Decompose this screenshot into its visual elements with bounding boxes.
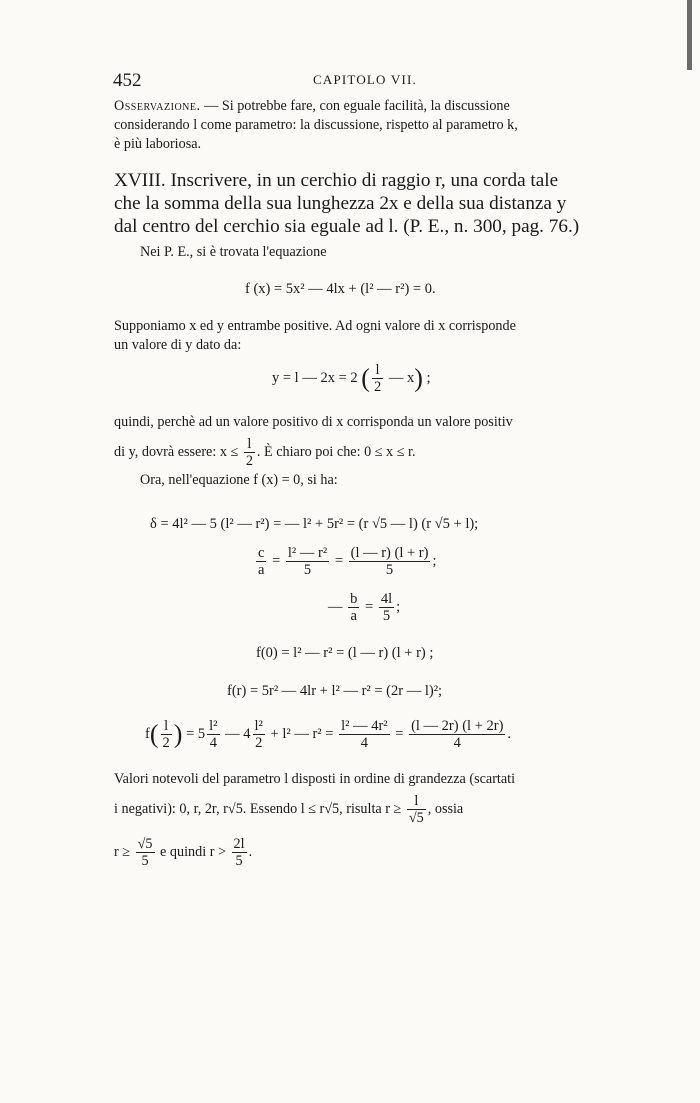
paragraph-valori-line-2b: , ossia <box>427 800 464 817</box>
eq4-mid-num: l² — r² <box>287 545 328 561</box>
paragraph-condition-line-3: Ora, nell'equazione f (x) = 0, si ha: <box>140 472 338 488</box>
eq8-t1-num: l² <box>209 718 218 734</box>
osservazione-line-3: è più laboriosa. <box>114 136 202 152</box>
valori-frac3-num: 2l <box>233 836 245 852</box>
paragraph-valori-line-3c: . <box>248 843 253 860</box>
osservazione-paragraph <box>114 97 624 154</box>
paragraph-valori-line-3a: r ≥ <box>114 843 131 860</box>
eq4-rhs-num: (l — r) (l + r) <box>350 545 429 561</box>
page-number: 452 <box>113 70 142 91</box>
osservazione-line-1: — Si potrebbe fare, con eguale facilità, la discussione <box>200 98 510 114</box>
eq4-lhs-num: c <box>258 545 265 561</box>
eq8-t1: = 5 <box>186 725 206 742</box>
paragraph-valori-line-1: Valori notevoli del parametro l disposti in ordine di grandezza (scartati <box>114 771 516 787</box>
equation-f-zero: f(0) = l² — r² = (l — r) (l + r) ; <box>256 645 434 661</box>
valori-frac-num: l <box>407 793 426 810</box>
osservazione-label: Osservazione. <box>114 98 201 114</box>
equation-f-r: f(r) = 5r² — 4lr + l² — r² = (2r — l)²; <box>227 683 443 699</box>
eq8-t5-num: (l — 2r) (l + 2r) <box>411 718 504 734</box>
paragraph-valori-line-3b: e quindi r > <box>160 843 226 860</box>
eq8-arg-num: l <box>161 718 172 735</box>
eq4-end: ; <box>432 552 437 569</box>
paragraph-condition-line-1: quindi, perchè ad un valore positivo di x corrisponda un valore positiv <box>114 414 513 430</box>
paragraph-valori <box>114 770 624 869</box>
equation-y-num: l <box>372 362 383 379</box>
paragraph-positive-line-2: un valore di y dato da: <box>114 337 242 353</box>
binding-edge-mark <box>687 0 692 70</box>
eq5-lhs-num: b <box>350 591 358 607</box>
eq8-f: f <box>145 725 150 742</box>
equation-y-left: y = l — 2x = 2 <box>272 369 358 386</box>
eq5-pre: — <box>328 598 343 615</box>
eq4-lhs-den: a <box>258 562 265 578</box>
valori-frac-den: √5 <box>408 810 424 826</box>
eq8-t2-den: 2 <box>255 735 263 751</box>
eq8-t1-den: 4 <box>209 735 217 751</box>
condition-frac-num: l <box>244 436 255 453</box>
paragraph-condition-line-2a: di y, dovrà essere: x ≤ <box>114 443 239 460</box>
chapter-heading: CAPITOLO VII. <box>313 72 417 87</box>
eq8-t2: — 4 <box>225 725 251 742</box>
eq4-mid-den: 5 <box>303 562 312 578</box>
problem-line-3: dal centro del cerchio sia eguale ad l. (P. E., n. 300, pag. 76.) <box>114 216 580 237</box>
osservazione-line-2: considerando l come parametro: la discussione, rispetto al parametro k, <box>114 117 518 133</box>
equation-c-over-a: $\frac{c}{a}$ = $\frac{\text{l² — r²}}{5}$ = $\frac{(l — r) (l + r)}{5}$ ; <box>258 545 437 578</box>
eq5-lhs-den: a <box>350 608 357 624</box>
paragraph-positive <box>114 317 624 355</box>
equation-f-x: f (x) = 5x² — 4lx + (l² — r²) = 0. <box>245 281 436 297</box>
eq8-t4-den: 4 <box>360 735 368 751</box>
equation-y: y = l — 2x = 2 ( $\frac{l}{2}$ — x) ; <box>272 362 431 395</box>
eq4-rhs-den: 5 <box>385 562 394 578</box>
equation-y-right: — x <box>388 369 415 386</box>
eq5-end: ; <box>396 598 401 615</box>
equation-y-den: 2 <box>373 379 382 395</box>
equation-delta: δ = 4l² — 5 (l² — r²) = — l² + 5r² = (r √5 — l) (r √5 + l); <box>150 516 479 532</box>
paragraph-valori-line-2a: i negativi): 0, r, 2r, r√5. Essendo l ≤ r√5, risulta r ≥ <box>114 800 402 817</box>
valori-frac2-den: 5 <box>141 853 149 869</box>
paragraph-positive-line-1: Supponiamo x ed y entrambe positive. Ad ogni valore di x corrisponde <box>114 318 516 334</box>
problem-statement <box>114 169 624 238</box>
intro-line: Nei P. E., si è trovata l'equazione <box>140 244 327 260</box>
eq8-end: . <box>507 725 512 742</box>
eq5-rhs-den: 5 <box>382 608 391 624</box>
valori-frac2-num: √5 <box>137 836 153 852</box>
eq5-rhs-num: 4l <box>380 591 393 607</box>
problem-line-1: XVIII. Inscrivere, in un cerchio di raggio r, una corda tale <box>114 170 559 191</box>
eq8-t5-den: 4 <box>453 735 461 751</box>
problem-line-2: che la somma della sua lunghezza 2x e della sua distanza y <box>114 193 567 214</box>
equation-y-end: ; <box>426 369 431 386</box>
paragraph-condition <box>114 413 624 490</box>
eq8-t2-num: l² <box>254 718 263 734</box>
eq8-t3: + l² — r² = <box>270 725 334 742</box>
valori-frac3-den: 5 <box>235 853 243 869</box>
equation-f-half: f( $\frac{l}{2}$ ) = 5 $\frac{\text{l²}}{4}$ — 4 $\frac{\text{l²}}{2}$ + l² — r² = $\frac{\text{l² — 4r²}}{4}$ = $\frac{(l — 2r) (l + 2r)}{4}$ . <box>145 718 512 751</box>
eq8-arg-den: 2 <box>162 735 170 751</box>
equation-b-over-a: — $\frac{b}{a}$ = $\frac{4l}{5}$ ; <box>328 591 401 624</box>
condition-frac-den: 2 <box>245 453 253 469</box>
eq8-t4-num: l² — 4r² <box>341 718 388 734</box>
paragraph-condition-line-2b: . È chiaro poi che: 0 ≤ x ≤ r. <box>256 443 416 460</box>
